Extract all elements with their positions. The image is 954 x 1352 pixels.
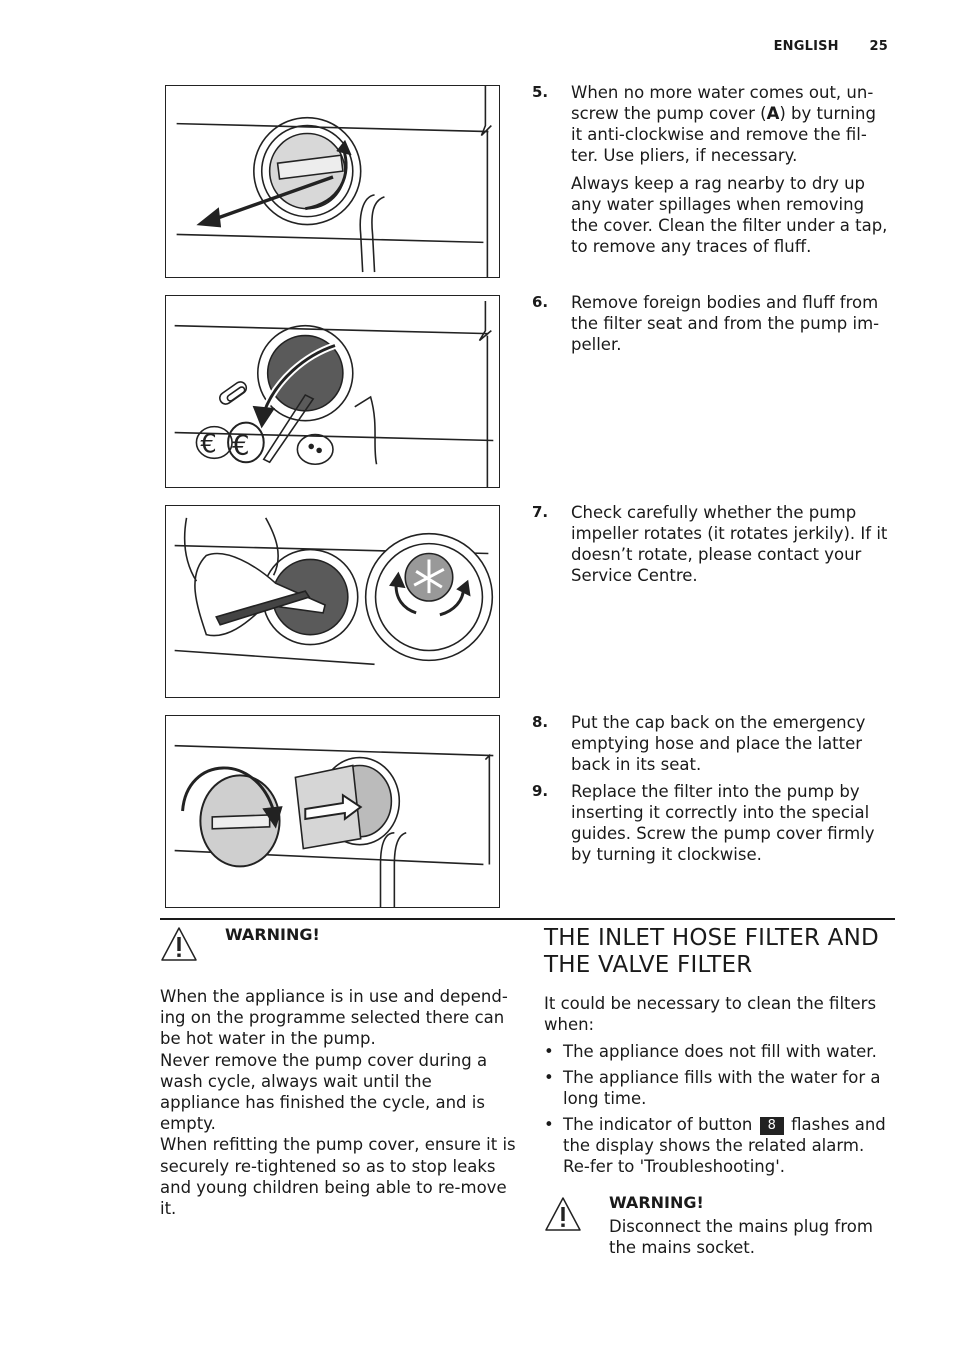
header-page-number: 25 <box>869 39 888 54</box>
header-language: ENGLISH <box>773 39 839 54</box>
figure-replace-filter <box>165 715 500 908</box>
figure-unscrew-pump-cover <box>165 85 500 278</box>
step-5 <box>532 82 892 264</box>
step-7-para-1: Check carefully whether the pump impeller rotates (it rotates jerkily). If it doesn’t rotate, please contact your Service Centre. <box>571 503 888 585</box>
warning-body: Disconnect the mains plug from the mains socket. <box>609 1217 873 1257</box>
page-header <box>748 39 888 54</box>
step-6 <box>532 292 892 362</box>
warning-paragraph: Never remove the pump cover during a wash cycle, always wait until the appliance has finished the cycle, and is empty. <box>160 1050 488 1134</box>
step-number: 9. <box>532 782 549 800</box>
warning-paragraph: When the appliance is in use and depend-ing on the programme selected there can be hot water in the pump. <box>160 987 508 1049</box>
list-item: • The appliance fills with the water for a long time. <box>544 1068 881 1108</box>
step-number: 8. <box>532 713 549 731</box>
warning-paragraph: When refitting the pump cover, ensure it is securely re-tightened so as to stop leaks and young children being able to re-move it. <box>160 1135 516 1219</box>
euro-coin-1: € <box>200 429 217 460</box>
section-title: THE INLET HOSE FILTER AND THE VALVE FILTER <box>544 925 879 978</box>
warning-title: WARNING! <box>225 925 320 944</box>
step-5-para-1: When no more water comes out, un-screw the pump cover (A) by turning it anti-clockwise and remove the fil-ter. Use pliers, if necessary. <box>571 83 876 165</box>
step-8 <box>532 712 892 782</box>
warning-title: WARNING! <box>609 1193 704 1212</box>
step-6-para-1: Remove foreign bodies and fluff from the filter seat and from the pump im-peller. <box>571 293 880 354</box>
section-intro: It could be necessary to clean the filters when: <box>544 994 877 1034</box>
warning-triangle-icon <box>544 1196 582 1232</box>
figure-remove-foreign-bodies <box>165 295 500 488</box>
warning-body <box>160 986 516 1219</box>
step-9 <box>532 781 892 872</box>
euro-coin-2: € <box>232 428 250 462</box>
step-8-para-1: Put the cap back on the emergency emptying hose and place the latter back in its seat. <box>571 713 866 774</box>
step-number: 5. <box>532 83 549 101</box>
step-9-para-1: Replace the filter into the pump by inserting it correctly into the special guides. Screw the pump cover firmly by turning it clockwise. <box>571 782 875 864</box>
condition-list <box>544 1041 896 1182</box>
section-divider <box>160 918 895 920</box>
warning-triangle-icon <box>160 926 198 962</box>
step-7 <box>532 502 892 593</box>
step-number: 6. <box>532 293 549 311</box>
list-item: • The appliance does not fill with water. <box>544 1042 877 1061</box>
step-5-para-2: Always keep a rag nearby to dry up any water spillages when removing the cover. Clean the filter under a tap, to remove any traces of fluff. <box>571 174 888 256</box>
step-number: 7. <box>532 503 549 521</box>
figure-check-impeller <box>165 505 500 698</box>
list-item: • The indicator of button 8 flashes and the display shows the related alarm. Re-fer to 'Troubleshooting'. <box>544 1115 886 1176</box>
button-8-indicator: 8 <box>760 1117 784 1135</box>
